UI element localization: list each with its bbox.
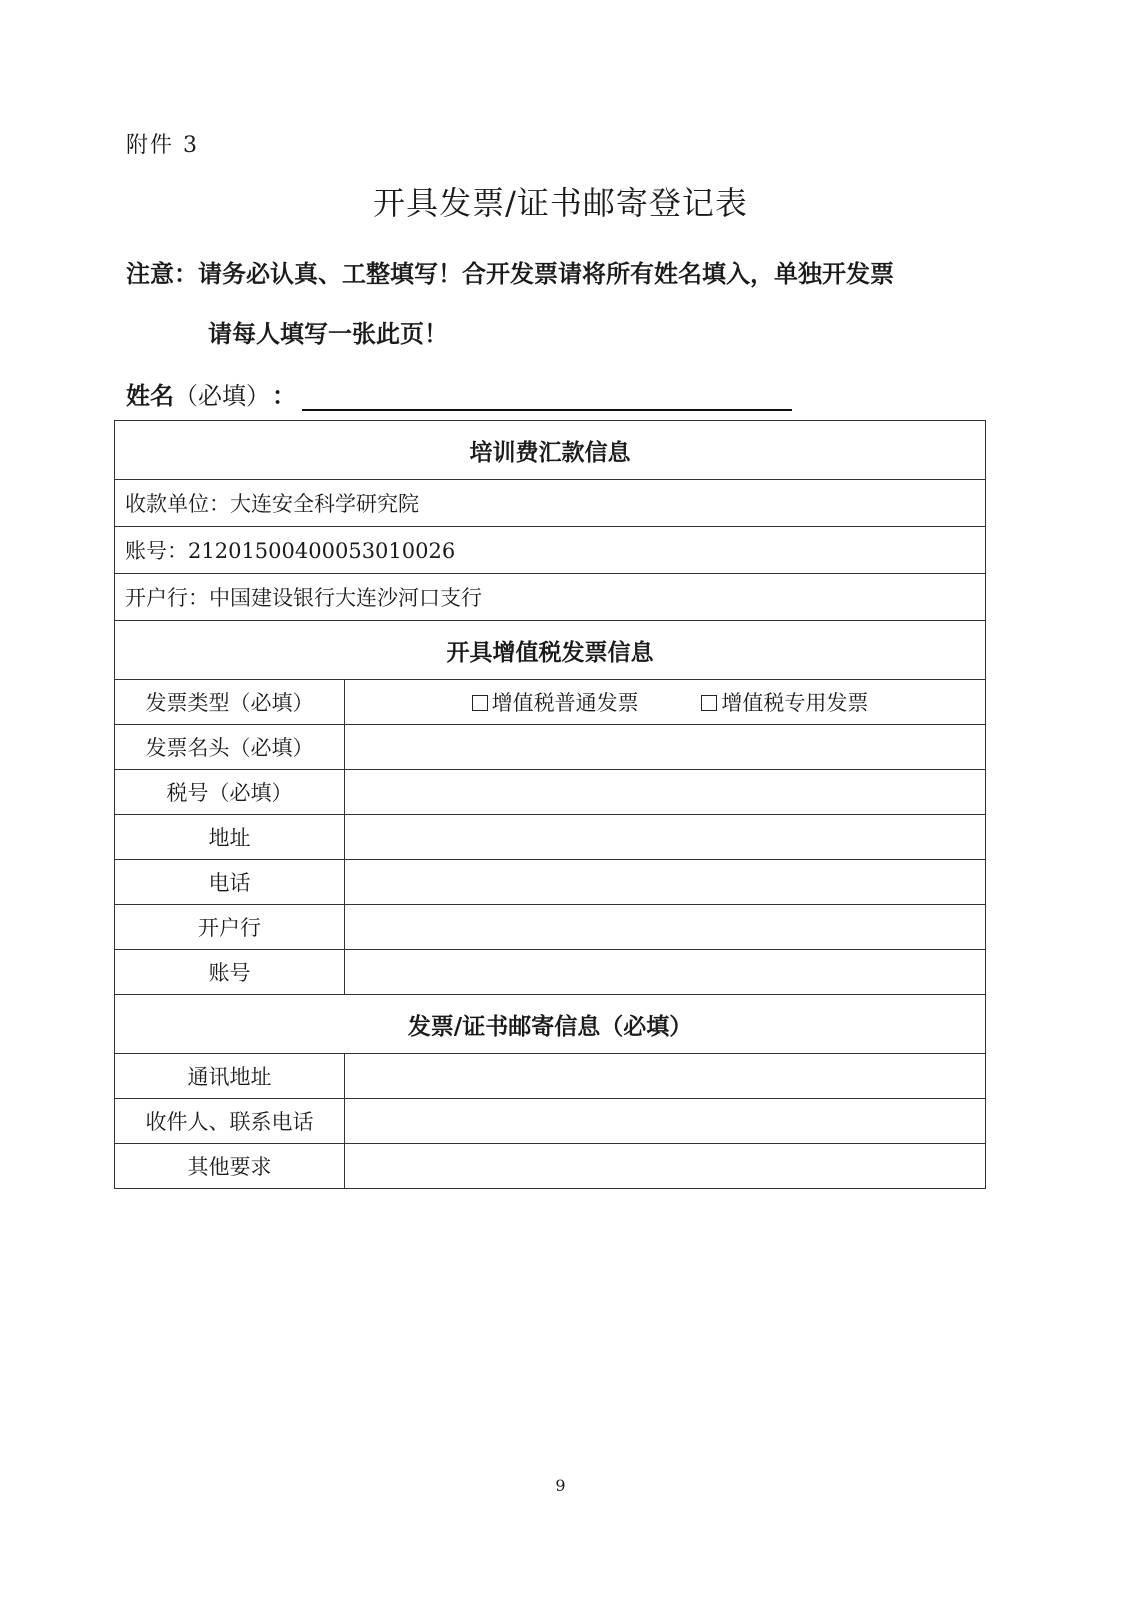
phone-field[interactable] bbox=[345, 860, 986, 905]
page-number: 9 bbox=[555, 1476, 566, 1495]
option-label: 增值税专用发票 bbox=[721, 691, 869, 715]
invoice-section-heading: 开具增值税发票信息 bbox=[115, 621, 986, 680]
option-label: 增值税普通发票 bbox=[491, 691, 639, 715]
payee-info: 收款单位：大连安全科学研究院 bbox=[115, 480, 986, 527]
other-requirements-row bbox=[115, 1144, 986, 1189]
checkbox-icon[interactable] bbox=[701, 695, 717, 711]
payment-heading-row bbox=[115, 421, 986, 480]
invoice-type-option-special[interactable] bbox=[701, 687, 868, 717]
address-row bbox=[115, 815, 986, 860]
account-info: 账号：21201500400053010026 bbox=[115, 527, 986, 574]
name-field bbox=[126, 376, 792, 411]
invoice-account-label: 账号 bbox=[115, 950, 345, 995]
mail-address-label: 通讯地址 bbox=[115, 1054, 345, 1099]
recipient-row bbox=[115, 1099, 986, 1144]
address-field[interactable] bbox=[345, 815, 986, 860]
invoice-bank-label: 开户行 bbox=[115, 905, 345, 950]
tax-number-label: 税号（必填） bbox=[115, 770, 345, 815]
name-label: 姓名 bbox=[126, 382, 174, 410]
attachment-label: 附件 3 bbox=[126, 133, 199, 158]
invoice-title-label: 发票名头（必填） bbox=[115, 725, 345, 770]
tax-number-row bbox=[115, 770, 986, 815]
account-row bbox=[115, 527, 986, 574]
mail-section-heading: 发票/证书邮寄信息（必填） bbox=[115, 995, 986, 1054]
other-requirements-field[interactable] bbox=[345, 1144, 986, 1189]
mail-address-row bbox=[115, 1054, 986, 1099]
invoice-bank-field[interactable] bbox=[345, 905, 986, 950]
phone-row bbox=[115, 860, 986, 905]
mail-heading-row bbox=[115, 995, 986, 1054]
checkbox-icon[interactable] bbox=[472, 695, 488, 711]
name-input-line[interactable] bbox=[302, 381, 792, 411]
invoice-type-options bbox=[345, 680, 986, 725]
notice bbox=[126, 256, 1006, 352]
phone-label: 电话 bbox=[115, 860, 345, 905]
invoice-account-row bbox=[115, 950, 986, 995]
notice-line-1: 注意：请务必认真、工整填写！合开发票请将所有姓名填入，单独开发票 bbox=[126, 260, 894, 288]
name-required-hint: （必填） bbox=[174, 382, 270, 410]
payee-row bbox=[115, 480, 986, 527]
bank-row bbox=[115, 574, 986, 621]
invoice-title-field[interactable] bbox=[345, 725, 986, 770]
bank-info: 开户行：中国建设银行大连沙河口支行 bbox=[115, 574, 986, 621]
recipient-label: 收件人、联系电话 bbox=[115, 1099, 345, 1144]
recipient-field[interactable] bbox=[345, 1099, 986, 1144]
mail-address-field[interactable] bbox=[345, 1054, 986, 1099]
address-label: 地址 bbox=[115, 815, 345, 860]
invoice-title-row bbox=[115, 725, 986, 770]
invoice-type-label: 发票类型（必填） bbox=[115, 680, 345, 725]
tax-number-field[interactable] bbox=[345, 770, 986, 815]
name-colon: ： bbox=[272, 382, 296, 410]
payment-section-heading: 培训费汇款信息 bbox=[115, 421, 986, 480]
invoice-type-row bbox=[115, 680, 986, 725]
other-requirements-label: 其他要求 bbox=[115, 1144, 345, 1189]
invoice-heading-row bbox=[115, 621, 986, 680]
invoice-bank-row bbox=[115, 905, 986, 950]
registration-table bbox=[114, 420, 986, 1189]
notice-line-2: 请每人填写一张此页！ bbox=[208, 320, 448, 348]
invoice-account-field[interactable] bbox=[345, 950, 986, 995]
invoice-type-option-general[interactable] bbox=[472, 687, 639, 717]
document-title: 开具发票/证书邮寄登记表 bbox=[373, 184, 748, 222]
